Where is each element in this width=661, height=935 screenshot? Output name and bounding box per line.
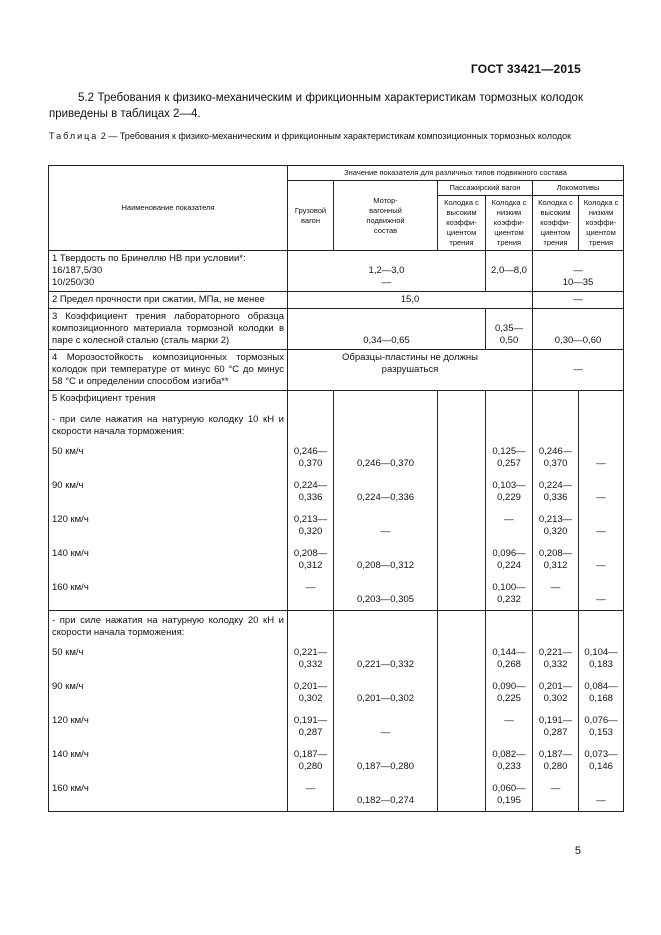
value-freight: 0,208—0,312 — [288, 542, 334, 576]
value-loc-low: — — [579, 542, 624, 576]
value-wagons: 15,0 — [288, 292, 533, 309]
caption-prefix: Таблица — [49, 131, 99, 141]
value-loc-high: 0,191—0,287 — [533, 709, 579, 743]
value-b: 10—35 — [562, 277, 594, 288]
value-motor: 0,208—0,312 — [334, 542, 438, 576]
row-label-text: 1 Твердость по Бринеллю НВ при условии*: — [52, 253, 246, 264]
value-pass-high — [438, 576, 486, 611]
header-motor: Мотор-вагонный подвижной состав — [334, 181, 438, 251]
header-name: Наименование показателя — [49, 166, 288, 251]
speed-row — [49, 777, 624, 812]
value-loc-high: 0,221—0,332 — [533, 641, 579, 675]
value-loc-low: — — [579, 576, 624, 611]
speed-row — [49, 440, 624, 474]
value-b: — — [381, 277, 392, 288]
table-row — [49, 391, 624, 441]
value-pass-high — [438, 474, 486, 508]
header-passenger: Пассажирский вагон — [438, 181, 533, 196]
header-locomotives: Локомотивы — [533, 181, 624, 196]
table-row — [49, 251, 624, 292]
value-loc-low: 0,084—0,168 — [579, 675, 624, 709]
value-freight: 0,213—0,320 — [288, 508, 334, 542]
value-pass-low: 0,090—0,225 — [486, 675, 533, 709]
value-loc-low: — — [579, 508, 624, 542]
requirements-table — [48, 165, 624, 812]
speed-row — [49, 508, 624, 542]
value-loc-high: 0,246—0,370 — [533, 440, 579, 474]
table-row — [49, 611, 624, 642]
value-loc-high: 0,187—0,280 — [533, 743, 579, 777]
table-row — [49, 350, 624, 391]
value-motor: 0,224—0,336 — [334, 474, 438, 508]
sub-heading-20kn: - при силе нажатия на натурную колодку 20 кН и скорости начала торможения: — [49, 611, 288, 642]
value-pass-low: 0,082—0,233 — [486, 743, 533, 777]
speed-label: 50 км/ч — [49, 440, 288, 474]
value-motor: 0,201—0,302 — [334, 675, 438, 709]
value-loc-high: 0,224—0,336 — [533, 474, 579, 508]
intro-paragraph: 5.2 Требования к физико-механическим и фрикционным характеристикам тормозных колодок приведены в таблицах 2—4. — [49, 92, 583, 120]
value-loc-low: 0,073—0,146 — [579, 743, 624, 777]
value-loc-high: 0,201—0,302 — [533, 675, 579, 709]
speed-label: 50 км/ч — [49, 641, 288, 675]
value-pass-high — [438, 508, 486, 542]
value-loc-low: 0,104—0,183 — [579, 641, 624, 675]
value-pass-low: 0,125—0,257 — [486, 440, 533, 474]
condition-a: 16/187,5/30 — [52, 265, 103, 276]
value-freight: 0,187—0,280 — [288, 743, 334, 777]
value-freight: 0,191—0,287 — [288, 709, 334, 743]
value-motor: 0,221—0,332 — [334, 641, 438, 675]
value-freight: — — [288, 777, 334, 812]
value-loc-high: 0,208—0,312 — [533, 542, 579, 576]
value-pass-low: 0,096—0,224 — [486, 542, 533, 576]
header-freight: Грузовой вагон — [288, 181, 334, 251]
row-label: 2 Предел прочности при сжатии, МПа, не менее — [49, 292, 288, 309]
value-freight: — — [288, 576, 334, 611]
value-loc-low: — — [579, 777, 624, 812]
value-motor: — — [334, 709, 438, 743]
value-pass-low: 2,0—8,0 — [486, 251, 533, 292]
value-pass-high — [438, 743, 486, 777]
speed-label: 140 км/ч — [49, 743, 288, 777]
sub-heading-10kn: - при силе нажатия на натурную колодку 10 кН и скорости начала торможения: — [52, 414, 284, 437]
value-freight: 0,246—0,370 — [288, 440, 334, 474]
caption-text: 2 — Требования к физико-механическим и фрикционным характеристикам композиционных тормозных колодок — [100, 131, 572, 141]
value-motor: 0,246—0,370 — [334, 440, 438, 474]
table-caption — [49, 130, 583, 142]
value-pass-high — [438, 542, 486, 576]
speed-label: 120 км/ч — [49, 709, 288, 743]
value-locomotives — [533, 251, 624, 292]
value-pass-low: — — [486, 709, 533, 743]
value-motor: 0,182—0,274 — [334, 777, 438, 812]
speed-row — [49, 709, 624, 743]
value-motor: — — [334, 508, 438, 542]
value-locomotives: 0,30—0,60 — [533, 309, 624, 350]
value-pass-low: 0,35—0,50 — [486, 309, 533, 350]
header-pass-high: Колодка с высоким коэффи-циентом трения — [438, 196, 486, 251]
speed-row — [49, 641, 624, 675]
speed-row — [49, 542, 624, 576]
table-row — [49, 309, 624, 350]
value-loc-low: 0,076—0,153 — [579, 709, 624, 743]
speed-label: 90 км/ч — [49, 675, 288, 709]
row-label: 3 Коэффициент трения лабораторного образца композиционного материала тормозной колодки в паре с колесной сталью (сталь марки 2) — [49, 309, 288, 350]
speed-label: 160 км/ч — [49, 777, 288, 812]
value-pass-high — [438, 777, 486, 812]
value-pass-high — [438, 675, 486, 709]
value-pass-low: 0,144—0,268 — [486, 641, 533, 675]
header-loc-high: Колодка с высоким коэффи-циентом трения — [533, 196, 579, 251]
value-pass-low: 0,103—0,229 — [486, 474, 533, 508]
value-loc-low: — — [579, 440, 624, 474]
value-a: 1,2—3,0 — [368, 265, 405, 276]
speed-label: 120 км/ч — [49, 508, 288, 542]
value-motor: 0,203—0,305 — [334, 576, 438, 611]
speed-row — [49, 743, 624, 777]
value-a: — — [573, 265, 583, 276]
value-loc-low: — — [579, 474, 624, 508]
row-label-text: 5 Коэффициент трения — [52, 393, 156, 404]
condition-b: 10/250/30 — [52, 277, 95, 288]
page-number: 5 — [574, 845, 581, 857]
value-pass-low: 0,060—0,195 — [486, 777, 533, 812]
value-pass-high — [438, 641, 486, 675]
header-pass-low: Колодка с низким коэффи-циентом трения — [486, 196, 533, 251]
value-pass-high — [438, 440, 486, 474]
value-pass-low: 0,100—0,232 — [486, 576, 533, 611]
speed-row — [49, 576, 624, 611]
row-label: 4 Морозостойкость композиционных тормозных колодок при температуре от минус 60 °С до минус 58 °С и определении способом изгиба** — [49, 350, 288, 391]
speed-label: 140 км/ч — [49, 542, 288, 576]
value-freight: 0,221—0,332 — [288, 641, 334, 675]
speed-row — [49, 675, 624, 709]
value-freight-motor-pass-high — [288, 251, 486, 292]
value-loc-high: — — [533, 777, 579, 812]
value-loc-high: 0,213—0,320 — [533, 508, 579, 542]
value-pass-low: — — [486, 508, 533, 542]
value-freight-motor-pass-high: 0,34—0,65 — [288, 309, 486, 350]
header-loc-low: Колодка с низким коэффи-циентом трения — [579, 196, 624, 251]
document-code: ГОСТ 33421—2015 — [470, 62, 581, 76]
value-freight: 0,224—0,336 — [288, 474, 334, 508]
value-locomotives: — — [533, 292, 624, 309]
value-locomotives: — — [533, 350, 624, 391]
header-group: Значение показателя для различных типов подвижного состава — [288, 166, 624, 181]
value-freight: 0,201—0,302 — [288, 675, 334, 709]
row-label — [49, 251, 288, 292]
value-pass-high — [438, 709, 486, 743]
value-wagons: Образцы-пластины не должны разрушаться — [288, 350, 533, 391]
row-label — [49, 391, 288, 441]
value-motor: 0,187—0,280 — [334, 743, 438, 777]
table-row — [49, 292, 624, 309]
speed-row — [49, 474, 624, 508]
speed-label: 160 км/ч — [49, 576, 288, 611]
speed-label: 90 км/ч — [49, 474, 288, 508]
value-loc-high: — — [533, 576, 579, 611]
